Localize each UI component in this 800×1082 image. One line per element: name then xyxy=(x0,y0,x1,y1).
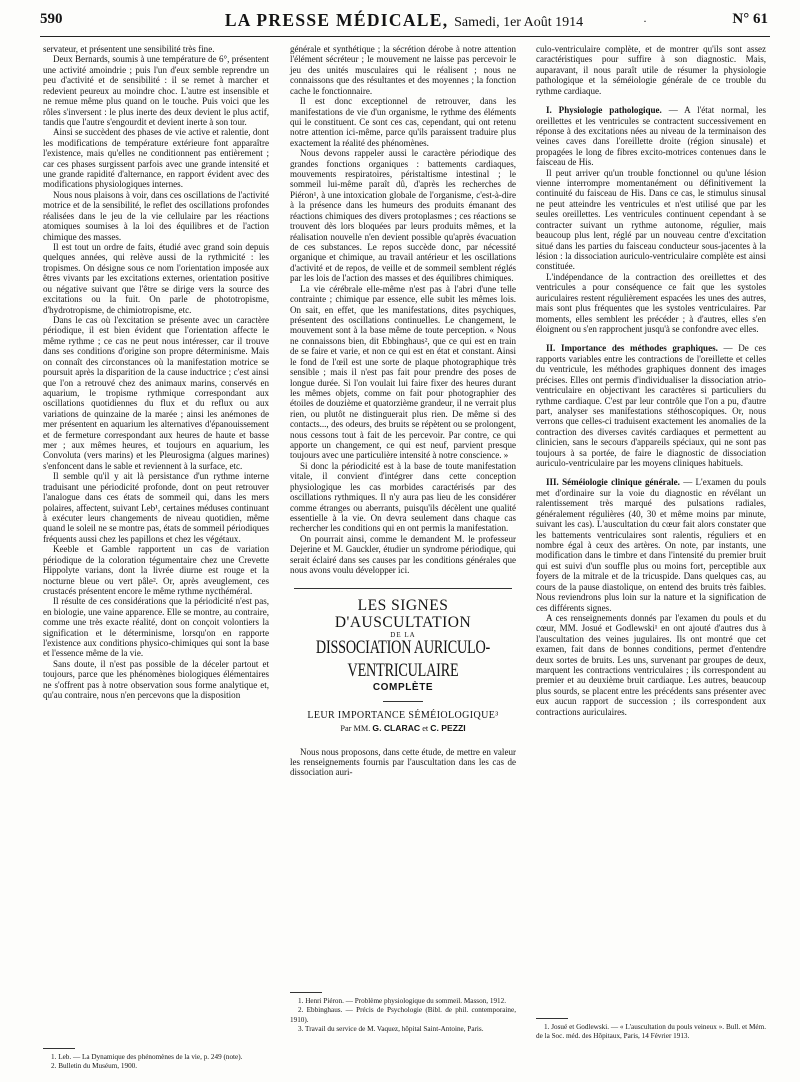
column-1 xyxy=(43,44,269,701)
paragraph: Il peut arriver qu'un trouble fonctionnel ou qu'une lésion vienne interrompre momentanément ou définitivement la continuité du faisceau de His. Dans ce cas, le stimulus sinusal ne peut atteindre les ventricules et n'est utilisé que par les seules oreillettes. Les ventricules continuent cependant à se contracter suivant un rythme autonome, régulier, mais beaucoup plus lent, réglé par un nouveau centre d'excitation situé dans les parties du faisceau conducteur sous-jacentes à la lésion : la dissociation auriculo-ventriculaire complète est ainsi constituée. xyxy=(536,167,766,272)
authors-and: et xyxy=(422,723,429,733)
journal-title: LA PRESSE MÉDICALE, xyxy=(224,10,449,30)
paragraph: culo-ventriculaire complète, et de montrer qu'ils sont assez caractéristiques pour suffire à son diagnostic. Mais, auparavant, il nous paraît utile de résumer la physiologie pathologique et la séméiologie générale de ce trouble du rythme cardiaque. xyxy=(536,44,766,96)
issue-number: N° 61 xyxy=(732,11,768,27)
paragraph: Il semble qu'il y ait là persistance d'un rythme interne traduisant une périodicité profonde, dont on peut retrouver l'analogue dans ces états de sommeil qui, dans les mers polaires, affectent, suivant Leb¹, certaines méduses continuant à exécuter leurs changements de niveau quotidien, même quand le soleil ne se montre pas, états de sommeil périodiques fréquents aussi chez les papillons et chez les végétaux. xyxy=(43,471,269,544)
section-1 xyxy=(536,105,766,168)
header-rule xyxy=(40,36,770,37)
paragraph: Nous nous plaisons à voir, dans ces oscillations de l'activité motrice et de la sensibilité, le reflet des oscillations profondes réalisées dans le jeu de la vie cellulaire par les réactions atomiques soumises à la loi des équilibres et de l'action chimique des masses. xyxy=(43,189,269,242)
paragraph: Nous nous proposons, dans cette étude, de mettre en valeur les renseignements fournis par l'auscultation dans les cas de dissociation auri- xyxy=(290,746,516,778)
paragraph: Deux Bernards, soumis à une température de 6°, présentent une activité amoindrie ; puis l'un d'eux semble reprendre un peu d'activité et de sensibilité : il se remet à marcher et redevient peureux au moindre choc. L'autre est insensible et ne remue même plus quand on le touche. Puis voici que les rôles s'inversent : le plus inerte des deux devient le plus actif, tandis que l'autre s'engourdit et devient inerte à son tour. xyxy=(43,54,269,127)
section-heading: I. Physiologie pathologique. xyxy=(546,105,662,116)
page-number: 590 xyxy=(40,11,63,27)
paragraph: Dans le cas où l'excitation se présente avec un caractère périodique, il est bien évident que l'orientation affecte le même rythme ; ce cas ne peut nous intéresser, car il trouve dans ses conditions d'origine son propre déterminisme. Mais on connaît des circonstances où la manifestation motrice se poursuit après la disparition de la cause inductrice ; c'est ainsi que l'on a retrouvé chez des animaux marins, conservés en aquarium, le tropisme rythmique correspondant aux oscillations quotidiennes du flux et du reflux ou aux variations de quinzaine de la marée ; ainsi les anémones de mer présentent en aquarium les alternatives d'épanouissement et de fermeture correspondant aux heures de haute et basse mer ; aux mêmes heures, et toujours en aquarium, les Convoluta (vers marins) et les Pleurosigma (algues marines) s'enfoncent dans le sable et reviennent à la surface, etc. xyxy=(43,314,269,471)
footnote: 1. Leb. — La Dynamique des phénomènes de la vie, p. 249 (note). xyxy=(51,1053,243,1061)
footnote: 2. Bulletin du Muséum, 1900. xyxy=(51,1062,138,1071)
article-title-line1: LES SIGNES D'AUSCULTATION xyxy=(334,596,472,631)
paragraph: Il est tout un ordre de faits, étudié avec grand soin depuis quelques années, qui relève aussi de la rythmicité : les tropismes. On désigne sous ce nom l'orientation imposée aux êtres vivants par les excitations externes, orientation positive ou négative suivant que l'être se dirige vers la source des excitations ou la fuit. On parle de phototropisme, d'hydrotropisme, de chimiotropisme, etc. xyxy=(43,242,269,315)
article-title-de: DE LA xyxy=(390,630,416,639)
footnote-rule xyxy=(536,1018,568,1019)
article-short-rule xyxy=(383,701,423,702)
section-text: — A l'état normal, les oreillettes et les ventricules se contractent successivement en réponse à des excitations nées au niveau de la terminaison des veines caves dans l'oreillette droite (région sinusale) et propagées le long de fibres excito-motrices contenues dans le faisceau de His. xyxy=(536,105,766,168)
paragraph: La vie cérébrale elle-même n'est pas à l'abri d'une telle contrainte ; chimique par essence, elle subit les mêmes lois. On sait, en effet, que les manifestations, dites psychiques, présentent des oscillations continuelles. Le changement, le mouvement sont à la base même de toute perception. « Nous ne connaissons bien, dit Ebbinghaus², que ce qui est en train de se faire et varie, et non ce qui est en état et constant. Ainsi le fond de l'œil est une sorte de plaque photographique très sensible ; mais il n'est pas fait pour prendre des poses de longue durée. Si l'on voulait lui faire fixer des heures durant les mêmes objets, comme on fait pour photographier des étoiles de douzième et quatorzième grandeur, il ne verrait plus rien, ou plutôt ne distinguerait plus rien. De même si des contacts..., des odeurs, des bruits se répètent ou se prolongent, nous cessons tout à fait de les percevoir. Par contre, ce qui apporte un changement, ce qui est neuf, parvient presque toujours avec une particulière intensité à notre conscience. » xyxy=(290,283,516,461)
article-top-rule xyxy=(294,588,512,589)
column-3 xyxy=(536,44,766,717)
paragraph: A ces renseignements donnés par l'examen du pouls et du cœur, MM. Josué et Godlewski¹ en ont ajouté d'autres dus à l'auscultation des veines jugulaires. Ils ont montré que cet examen, fait dans de bonnes conditions, permet d'entendre deux sortes de bruits. Les uns, survenant par groupes de deux, marquent les contractions ventriculaires ; ils correspondent au premier et au deuxième bruit cardiaque. Les autres, beaucoup plus sourds, se placent entre les précédents sans présenter avec eux aucun rapport de succession ; ils correspondent aux contractions auriculaires. xyxy=(536,612,766,717)
authors-prefix: Par MM. xyxy=(340,723,371,733)
section-text: — L'examen du pouls met d'ordinaire sur la voie du diagnostic en révélant un ralentissement très marqué des pulsations radiales, généralement régulières (40, 30 et même moins par minute, suivant les cas). L'auscultation du cœur fait alors constater que les battements ventriculaires sont ralentis, réguliers et en nombre égal à ceux des artères. On note, par instants, une modification dans le timbre et dans l'intensité du premier bruit qui est suivi d'un souffle plus ou moins fort, perceptible aux foyers de la mitrale et de la tricuspide. Dans quelques cas, au cours de la pause diastolique, on entend des bruits très faibles. Nous reviendrons plus loin sur la nature et la signification de ces différents signes. xyxy=(536,477,767,613)
paragraph: Sans doute, il n'est pas possible de la déceler partout et toujours, parce que les phénomènes biologiques élémentaires ne s'offrent pas à notre observation sous forme analytique et, qu'au contraire, nous n'en percevons que la disposition xyxy=(43,658,269,701)
article-heading xyxy=(290,588,516,735)
footnote: 3. Travail du service de M. Vaquez, hôpital Saint-Antoine, Paris. xyxy=(298,1024,484,1033)
paragraph: Il résulte de ces considérations que la périodicité n'est pas, en biologie, une vaine apparence. Elle se montre, au contraire, comme une très exacte réalité, dont on conçoit volontiers la signification et le déterminisme, lorsqu'on en rapporte l'existence aux conditions physico-chimiques qui sont la base et l'essence même de la vie. xyxy=(43,596,269,659)
paragraph: On pourrait ainsi, comme le demandent M. le professeur Dejerine et M. Gauckler, étudier un syndrome périodique, qui serait éclairé dans ses causes par les conditions générales que nous avons voulu développer ici. xyxy=(290,533,516,576)
footnote-rule xyxy=(43,1048,75,1049)
footnote: 1. Henri Piéron. — Problème physiologique du sommeil. Masson, 1912. xyxy=(298,997,507,1005)
footnotes-col-3 xyxy=(536,1018,766,1042)
header-dot: · xyxy=(643,14,647,28)
footnote: 1. Josué et Godlewski. — « L'auscultation du pouls veineux ». Bull. et Mém. de la Soc. méd. des Hôpitaux, Paris, 14 Février 1913. xyxy=(536,1023,766,1041)
paragraph: Nous devons rappeler aussi le caractère périodique des grandes fonctions organiques : battements cardiaques, mouvements respiratoires, péristaltisme intestinal ; le sommeil lui-même paraît dû, d'après les recherches de Piéron¹, à une intoxication globale de l'organisme, c'est-à-dire à la présence dans les humeurs des produits émanant des réactions chimiques des divers protoplasmes ; ces réactions se trouvent dès lors bloquées par leurs produits mêmes, et la réalisation nouvelle n'en devient possible qu'après évacuation de ces substances. Le repos succède donc, par nécessité organique et chimique, au travail antérieur et les oscillations d'activité et de repos, de veille et de sommeil semblent réglés par les lois de l'action des masses et des équilibres chimiques. xyxy=(290,148,516,284)
section-heading: II. Importance des méthodes graphiques. xyxy=(546,343,718,354)
author-2: C. PEZZI xyxy=(430,722,466,733)
footnotes-col-1 xyxy=(43,1048,269,1072)
article-authors xyxy=(290,722,516,735)
issue-date: Samedi, 1er Août 1914 xyxy=(454,15,584,30)
page-header xyxy=(40,10,768,34)
paragraph: Keeble et Gamble rapportent un cas de variation périodique de la coloration tégumentaire chez une Crevette Hippolyte varians, dont la livrée diurne est rouge et la nocturne bleue ou vert pâle². Or, après aveuglement, ces crustacés présentent encore le même rythme nycthéméral. xyxy=(43,544,269,596)
section-2 xyxy=(536,343,766,468)
paragraph: Il est donc exceptionnel de retrouver, dans les manifestations de vie d'un organisme, le rythme des éléments qui le constituent. Ce sont ces cas, cependant, qui ont retenu notre attention ici-même, parce qu'ils paraissent traduire plus exactement la réalité des phénomènes. xyxy=(290,96,516,148)
paragraph: Ainsi se succèdent des phases de vie active et ralentie, dont les modifications de température extérieure font apparaître l'existence, mais qu'elles ne conditionnent pas entièrement ; car ces phases surgissent parfois avec une grande intensité et une grande rapidité d'alternance, en rapport évident avec des modifications physiologiques internes. xyxy=(43,127,269,190)
paragraph: Si donc la périodicité est à la base de toute manifestation vitale, il convient d'intégrer dans cette conception physiologique les cas morbides caractérisés par des oscillations rythmiques. Il n'y aura pas lieu de les considérer comme étranges ou aberrants, puisqu'ils décèlent une qualité essentielle à la vie. On devra seulement dans chaque cas rechercher les conditions qui en ont permis la manifestation. xyxy=(290,460,516,534)
journal-title-line xyxy=(40,10,768,31)
footnotes-col-2 xyxy=(290,992,516,1034)
article-subtitle: LEUR IMPORTANCE SÉMÉIOLOGIQUE³ xyxy=(307,709,499,721)
footnote: 2. Ebbinghaus. — Précis de Psychologie (Bibl. de phil. contemporaine, 1910). xyxy=(290,1006,516,1024)
author-1: G. CLARAC xyxy=(372,722,421,733)
article-title-line2: DISSOCIATION AURICULO-VENTRICULAIRE xyxy=(315,636,491,682)
paragraph: servateur, et présentent une sensibilité très fine. xyxy=(43,44,215,54)
footnote-rule xyxy=(290,992,322,993)
paragraph: générale et synthétique ; la sécrétion dérobe à notre attention l'élément sécréteur ; le mouvement ne laisse pas percevoir le jeu des unités musculaires qui le réalisent ; nous ne connaissons que des résultantes et des moyennes ; la fonction cache le fonctionnaire. xyxy=(290,44,516,96)
column-2 xyxy=(290,44,516,778)
paragraph: L'indépendance de la contraction des oreillettes et des ventricules a pour conséquence ce fait que les systoles auriculaires restent régulièrement espacées les unes des autres, mais sont plus fréquentes que les systoles ventriculaires. Par moments, elles semblent les précéder ; à d'autres, elles s'en éloignent ou s'en rapprochent jusqu'à se confondre avec elles. xyxy=(536,271,766,334)
article-title-line3: COMPLÈTE xyxy=(372,681,434,693)
section-text: — De ces rapports variables entre les contractions de l'oreillette et celles du ventricule, les méthodes graphiques donnent des images précises. Elles ont permis d'individualiser la dissociation atrio-ventriculaire en objectivant les caractères si particuliers du rythme cardiaque. C'est par leur contrôle que l'on a pu, d'autre part, analyser ses manifestations stéthoscopiques. Or, nous verrons que celles-ci traduisent exactement les anomalies de la contraction des diverses cavités cardiaques et permettent au clinicien, sans le secours d'appareils spéciaux, qui ne sont pas toujours à sa portée, de faire le diagnostic de dissociation auriculo-ventriculaire par les moyens cliniques habituels. xyxy=(536,343,766,469)
section-heading: III. Séméiologie clinique générale. xyxy=(546,477,680,488)
section-3 xyxy=(536,477,766,612)
